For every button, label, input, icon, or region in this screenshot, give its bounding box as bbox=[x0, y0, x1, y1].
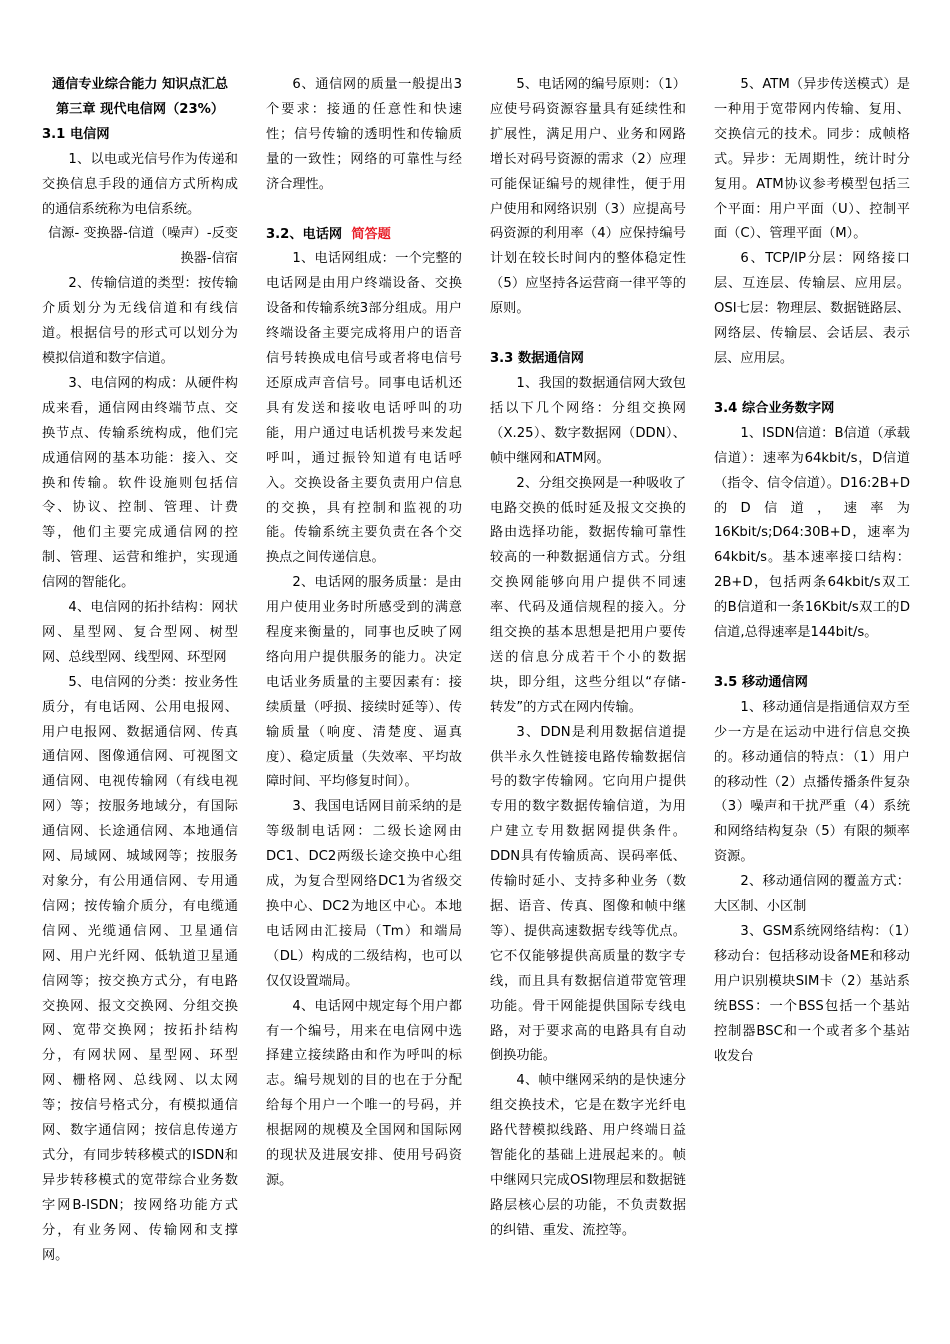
paragraph: 2、传输信道的类型：按传输介质划分为无线信道和有线信道。根据信号的形式可以划分为模拟信道和数字信道。 bbox=[42, 276, 238, 366]
paragraph: 4、帧中继网采纳的是快速分组交换技术，它是在数字光纤电路代替模拟线路、用户终端日益智能化的基础上进展起来的。帧中继网只完成OSI物理层和数据链路层核心层的功能，不负责数据的纠错、重发、流控等。 bbox=[490, 1073, 686, 1238]
paragraph: 1、ISDN信道：B信道（承载信道）：速率为64kbit/s，D信道（指令、信令信道）。D16:2B+D的D信道，速率为16Kbit/s;D64:30B+D，速率为64kbit/s。基本速率接口结构：2B+D，包括两条64kbit/s双工的B信道和一条16Kbit/s双工的D信道,总得速率是144bit/s。 bbox=[714, 425, 910, 641]
paragraph: 5、ATM（异步传送模式）是一种用于宽带网内传输、复用、交换信元的技术。同步：成帧格式。异步：无周期性，统计时分复用。ATM协议参考模型包括三个平面：用户平面（U）、控制平面（C）、管理平面（M）。 bbox=[714, 77, 910, 242]
chapter-heading: 第三章 现代电信网（23%） bbox=[55, 101, 225, 117]
paragraph: 1、移动通信是指通信双方至少一方是在运动中进行信息交换的。移动通信的特点：（1）用户的移动性（2）点播传播条件复杂（3）噪声和干扰严重（4）系统和网络结构复杂（5）有限的频率资源。 bbox=[714, 699, 910, 865]
paragraph: 1、电话网组成：一个完整的电话网是由用户终端设备、交换设备和传输系统3部分组成。用户终端设备主要完成将用户的语音信号转换成电信号或者将电信号还原成声音信号。同事电话机还具有发送和接收电话呼叫的功能，用户通过电话机拨号来发起呼叫，通过振铃知道有电话呼入。交换设备主要负责用户信息的交换，具有控制和监视的功能。传输系统主要负责在各个交换点之间传递信息。 bbox=[266, 251, 462, 566]
paragraph: 4、电话网中规定每个用户都有一个编号，用来在电信网中选择建立接续路由和作为呼叫的标志。编号规划的目的也在于分配给每个用户一个唯一的号码，并根据网的规模及全国网和国际网的现状及进展安排、使用号码资源。 bbox=[266, 998, 462, 1188]
column-2 bbox=[266, 73, 462, 1194]
paragraph: 2、移动通信网的覆盖方式：大区制、小区制 bbox=[714, 874, 910, 915]
question-type-tag: 简答题 bbox=[351, 226, 391, 242]
column-1 bbox=[42, 73, 238, 1269]
paragraph: 3、电信网的构成：从硬件构成来看，通信网由终端节点、交换节点、传输系统构成，他们完成通信网的基本功能：接入、交换和传输。软件设施则包括信令、协议、控制、管理、计费等，他们主要完成通信网的控制、管理、运营和维护，实现通信网的智能化。 bbox=[42, 375, 238, 591]
column-3 bbox=[490, 73, 686, 1244]
paragraph: 3、我国电话网目前采纳的是等级制电话网：二级长途网由DC1、DC2两级长途交换中心组成，为复合型网络DC1为省级交换中心、DC2为地区中心。本地电话网由汇接局（Tm）和端局（DL）构成的二级结构，也可以仅仅设置端局。 bbox=[266, 799, 462, 989]
paragraph: 6、TCP/IP分层：网络接口层、互连层、传输层、应用层。OSI七层：物理层、数据链路层、网络层、传输层、会话层、表示层、应用层。 bbox=[714, 251, 910, 366]
paragraph: 信源- 变换器-信道（噪声）-反变换器-信宿 bbox=[48, 226, 238, 267]
column-4 bbox=[714, 73, 910, 1069]
paragraph: 5、电信网的分类：按业务性质分，有电话网、公用电报网、用户电报网、数据通信网、传真通信网、图像通信网、可视图文通信网、电视传输网（有线电视网）等；按服务地域分，有国际通信网、长途通信网、本地通信网、局域网、城域网等；按服务对象分，有公用通信网、专用通信网；按传输介质分，有电缆通信网、光缆通信网、卫星通信网、用户光纤网、低轨道卫星通信网等；按交换方式分，有电路交换网、报文交换网、分组交换网、宽带交换网；按拓扑结构分，有网状网、星型网、环型网、栅格网、总线网、以太网等；按信号格式分，有模拟通信网、数字通信网；按信息传递方式分，有同步转移模式的ISDN和异步转移模式的宽带综合业务数字网B-ISDN；按网络功能方式分，有业务网、传输网和支撑网。 bbox=[42, 674, 238, 1263]
section-heading-3-5: 3.5 移动通信网 bbox=[714, 674, 808, 690]
paragraph: 4、电信网的拓扑结构：网状网、星型网、复合型网、树型网、总线型网、线型网、环型网 bbox=[42, 600, 238, 665]
section-heading-3-3: 3.3 数据通信网 bbox=[490, 351, 584, 367]
paragraph: 6、通信网的质量一般提出3个要求：接通的任意性和快速性；信号传输的透明性和传输质量的一致性；网络的可靠性与经济合理性。 bbox=[266, 77, 462, 192]
paragraph: 5、电话网的编号原则：（1）应使号码资源容量具有延续性和扩展性，满足用户、业务和网路增长对码号资源的需求（2）应理可能保证编号的规律性，便于用户使用和网络识别（3）应提高号码资源的利用率（4）应保持编号计划在较长时间内的整体稳定性（5）应坚持各运营商一律平等的原则。 bbox=[490, 77, 686, 317]
section-heading-label: 3.2、电话网 bbox=[266, 226, 343, 242]
paragraph: 2、电话网的服务质量：是由用户使用业务时所感受到的满意程度来衡量的，同事也反映了网络向用户提供服务的能力。决定电话业务质量的主要因素有：接续质量（呼损、接续时延等）、传输质量（响度、清楚度、逼真度）、稳定质量（失效率、平均故障时间、平均修复时间）。 bbox=[266, 575, 462, 790]
section-heading-3-1: 3.1 电信网 bbox=[42, 126, 110, 142]
paragraph: 1、以电或光信号作为传递和交换信息手段的通信方式所构成的通信系统称为电信系统。 bbox=[42, 151, 238, 217]
section-heading-3-4: 3.4 综合业务数字网 bbox=[714, 400, 835, 416]
paragraph: 3、GSM系统网络结构：（1）移动台：包括移动设备ME和移动用户识别模块SIM卡（2）基站系统BSS：一个BSS包括一个基站控制器BSC和一个或者多个基站收发台 bbox=[714, 924, 910, 1064]
paragraph: 3、DDN是利用数据信道提供半永久性链接电路传输数据信号的数字传输网。它向用户提供专用的数字数据传输信道，为用户建立专用数据网提供条件。DDN具有传输质高、误码率低、传输时延小、支持多种业务（数据、语音、传真、图像和帧中继等）、提供高速数据专线等优点。它不仅能够提供高质量的数字专线，而且具有数据信道带宽管理功能。骨干网能提供国际专线电路，对于要求高的电路具有自动倒换功能。 bbox=[490, 724, 686, 1064]
paragraph: 1、我国的数据通信网大致包括以下几个网络：分组交换网（X.25）、数字数据网（DDN）、帧中继网和ATM网。 bbox=[490, 375, 686, 466]
paragraph: 2、分组交换网是一种吸收了电路交换的低时延及报文交换的路由选择功能，数据传输可靠性较高的一种数据通信方式。分组交换网能够向用户提供不同速率、代码及通信规程的接入。分组交换的基本思想是把用户要传送的信息分成若干个小的数据块，即分组，这些分组以“存储-转发”的方式在网内传输。 bbox=[490, 475, 686, 715]
section-heading-3-2 bbox=[266, 223, 462, 248]
document-title: 通信专业综合能力 知识点汇总 bbox=[51, 77, 229, 92]
